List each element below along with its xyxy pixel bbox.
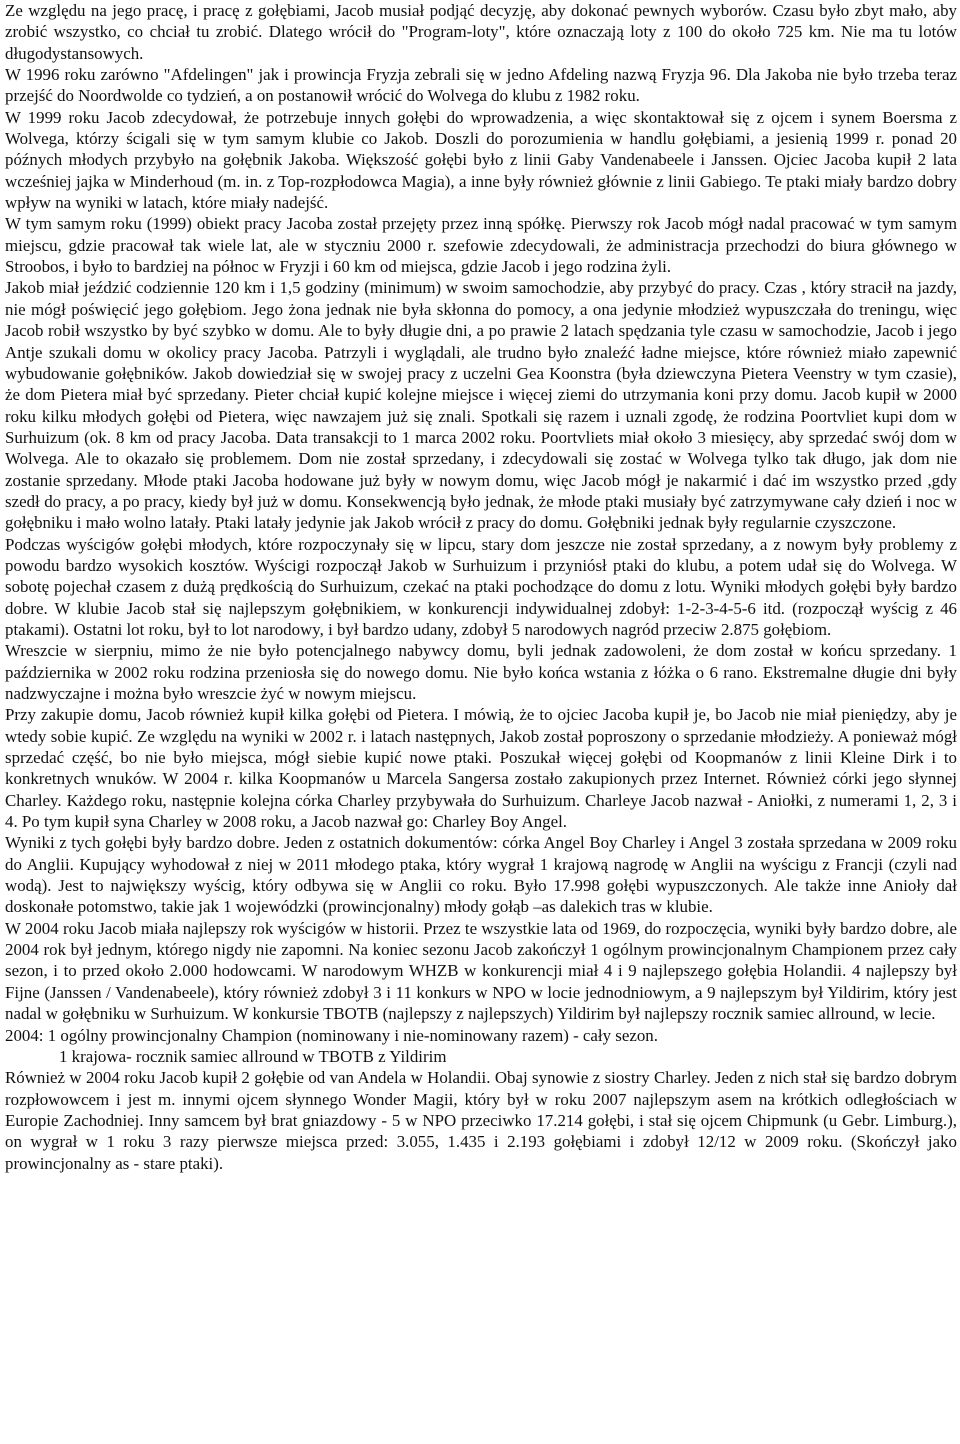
- paragraph-van-andel: Również w 2004 roku Jacob kupił 2 gołębie od van Andela w Holandii. Obaj synowie z siostry Charley. Jeden z nich stał się bardzo dobrym rozpłowowcem i jest m. innymi ojcem słynnego Wonder Magii, który był w roku 2007 najlepszym asem na krótkich odległościach w Europie Zachodniej. Inny samcem był brat gniazdowy - 5 w NPO przeciwko 17.214 gołębi, i stał się ojcem Chipmunk (u Gebr. Limburg.), on wygrał w 1 roku 3 razy pierwsze miejsca przed: 3.055, 1.435 i 2.193 gołębiami i zdobył 12/12 w 2009 roku. (Skończył jako prowincjonalny as - stare ptaki).: [5, 1068, 957, 1173]
- document-page: [5, 0, 957, 1174]
- paragraph-2004-best-year: W 2004 roku Jacob miała najlepszy rok wyścigów w historii. Przez te wszystkie lata od 1969, do rozpoczęcia, wyniki były bardzo dobre, ale 2004 rok był jednym, którego nigdy nie zapomni. Na koniec sezonu Jacob zakończył 1 ogólnym prowincjonalnym Championem przez cały sezon, i to przed około 2.000 hodowcami. W narodowym WHZB w konkurencji miał 4 i 9 najlepszego gołębia Holandii. 4 najlepszy był Fijne (Janssen / Vandenabeele), który również zdobył 3 i 11 konkurs w NPO w locie jednodniowym, a 9 najlepszym był Yildirim, który jest nadal w gołębniku w Surhuizum. W konkursie TBOTB (najlepszy z najlepszych) Yildirim był najlepszy rocznik samiec allround, w lecie.: [5, 918, 957, 1024]
- paragraph-2004-champion: 2004: 1 ogólny prowincjonalny Champion (nominowany i nie-nominowany razem) - cały sezon.: [5, 1025, 658, 1045]
- paragraph-tbotb-yildirim: 1 krajowa- rocznik samiec allround w TBOTB z Yildirim: [59, 1046, 447, 1066]
- paragraph-1996: W 1996 roku zarówno "Afdelingen" jak i prowincja Fryzja zebrali się w jedno Afdeling nazwą Fryzja 96. Dla Jakoba nie było trzeba teraz przejść do Noordwolde co tydzień, a on postanowił wrócić do Wolvega do klubu z 1982 roku.: [5, 65, 957, 106]
- paragraph-house-sold: Wreszcie w sierpniu, mimo że nie było potencjalnego nabywcy domu, byli jednak zadowoleni, że dom został w końcu sprzedany. 1 października w 2002 roku rodzina przeniosła się do nowego domu. Nie było końca wstania z łóżka o 6 rano. Ekstremalne długie dni były nadzwyczajne i można było wreszcie żyć w nowym miejscu.: [5, 641, 957, 703]
- paragraph-1999-work: W tym samym roku (1999) obiekt pracy Jacoba został przejęty przez inną spółkę. Pierwszy rok Jacob mógł nadal pracować w tym samym miejscu, gdzie pracował tak wiele lat, ale w styczniu 2000 r. szefowie zdecydowali, że administracja przechodzi do biura głównego w Stroobos, i było to bardziej na północ w Fryzji i 60 km od miejsca, gdzie Jacob i jego rodzina żyli.: [5, 214, 957, 277]
- paragraph-commute-house: Jakob miał jeździć codziennie 120 km i 1,5 godziny (minimum) w swoim samochodzie, aby przybyć do pracy. Czas , który stracił na jazdy, nie mógł poświęcić jego gołębiom. Jego żona jednak nie była skłonna do pomocy, a ona jedynie młodzież wypuszczała do treningu, więc Jacob robił wszystko by być szybko w domu. Ale to były długie dni, a po prawie 2 latach spędzania tyle czasu w samochodzie, Jacob i jego Antje szukali domu w okolicy pracy Jacoba. Patrzyli i wyglądali, ale trudno było znaleźć ładne miejsce, które również miało zapewnić wybudowanie gołębników. Jakob dowiedział się w swojej pracy z uczelni Gea Koonstra (była dziewczyna Pietera Veenstry w tym czasie), że dom Pietera miał być sprzedany. Pieter chciał kupić kolejne miejsce i więcej ziemi do utrzymania koni przy domu. Jacob kupił w 2000 roku kilku młodych gołębi od Pietera, więc nawzajem już się znali. Spotkali się razem i uznali zgodę, że rodzina Poortvliet kupi dom w Surhuizum (ok. 8 km od pracy Jacoba. Data transakcji to 1 marca 2002 roku. Poortvliets miał około 3 miesięcy, aby sprzedać swój dom w Wolvega. Ale to okazało się problemem. Dom nie został sprzedany, i zdecydowali się zostać w Wolvega tylko tak długo, jak dom nie zostanie sprzedany. Młode ptaki Jacoba hodowane już były w nowym domu, więc Jacob mógł je nakarmić i dać im wszystko przed ,gdy szedł do pracy, a po pracy, kiedy był już w domu. Konsekwencją było jednak, że młode ptaki musiały być zatrzymywane cały dzień i noc w gołębniku i mało wolno latały. Ptaki latały jedynie jak Jakob wrócił z pracy do domu. Gołębniki jednak były regularnie czyszczone.: [5, 278, 957, 533]
- paragraph-young-races: Podczas wyścigów gołębi młodych, które rozpoczynały się w lipcu, stary dom jeszcze nie został sprzedany, a z nowym były problemy z powodu bardzo wysokich kosztów. Wyścigi rozpoczął Jakob w Surhuizum i przyniósł ptaki do klubu, a potem udał się do Wolvega. W sobotę pojechał czasem z dużą prędkością do Surhuizum, czekać na ptaki pochodzące do domu z lotu. Wyniki młodych gołębi były bardzo dobre. W klubie Jacob stał się najlepszym gołębnikiem, w konkurencji indywidualnej zdobył: 1-2-3-4-5-6 itd. (rozpoczął wyścig z 46 ptakami). Ostatni lot roku, był to lot narodowy, i był bardzo udany, zdobył 5 narodowych nagród przeciw 2.875 gołębiom.: [5, 534, 957, 639]
- paragraph-decision: Ze względu na jego pracę, i pracę z gołębiami, Jacob musiał podjąć decyzję, aby dokonać pewnych wyborów. Czasu było zbyt mało, aby zrobić wszystko, co chciał tu zrobić. Dlatego wrócił do "Program-loty", które oznaczają loty z 100 do około 725 km. Nie ma tu lotów długodystansowych.: [5, 1, 957, 63]
- paragraph-angel-results: Wyniki z tych gołębi były bardzo dobre. Jeden z ostatnich dokumentów: córka Angel Boy Charley i Angel 3 została sprzedana w 2009 roku do Anglii. Kupujący wyhodował z niej w 2011 młodego ptaka, który wygrał 1 krajową nagrodę w Anglii na wyścigu z Francji (czyli nad wodą). Jest to największy wyścig, który odbywa się w Anglii co roku. Było 17.998 gołębi wypuszczonych. Ale także inne Anioły dał doskonałe potomstwo, takie jak 1 wojewódzki (prowincjonalny) młody gołąb –as dalekich tras w klubie.: [5, 833, 957, 917]
- paragraph-koopman-charley: Przy zakupie domu, Jacob również kupił kilka gołębi od Pietera. I mówią, że to ojciec Jacoba kupił je, bo Jacob nie miał pieniędzy, aby je wtedy sobie kupić. Ze względu na wyniki w 2002 r. i latach następnych, Jakob został poproszony o sprzedanie młodzieży. A ponieważ mógł sprzedać część, bo nie było miejsca, mógł siebie kupić nowe ptaki. Poszukał więcej gołębi od Koopmanów z linii Kleine Dirk i to konkretnych wnuków. W 2004 r. kilka Koopmanów u Marcela Sangersa zostało zakupionych przez Internet. Również córki jego słynnej Charley. Każdego roku, następnie kolejna córka Charley przybywała do Surhuizum. Charleye Jacob nazwał - Aniołki, z numerami 1, 2, 3 i 4. Po tym kupił syna Charley w 2008 roku, a Jacob nazwał go: Charley Boy Angel.: [5, 705, 957, 832]
- paragraph-1999-pigeons: W 1999 roku Jacob zdecydował, że potrzebuje innych gołębi do wprowadzenia, a więc skontaktował się z ojcem i synem Boersma z Wolvega, którzy ścigali się w tym samym klubie co Jakob. Doszli do porozumienia w handlu gołębiami, a jesienią 1999 r. ponad 20 późnych młodych przybyło na gołębnik Jakoba. Większość gołębi było z linii Gaby Vandenabeele i Janssen. Ojciec Jacoba kupił 2 lata wcześniej jajka w Minderhoud (m. in. z Top-rozpłodowca Magia), a inne były również głównie z linii Gabiego. Te ptaki miały bardzo dobry wpływ na wyniki w latach, które miały nadejść.: [5, 107, 957, 213]
